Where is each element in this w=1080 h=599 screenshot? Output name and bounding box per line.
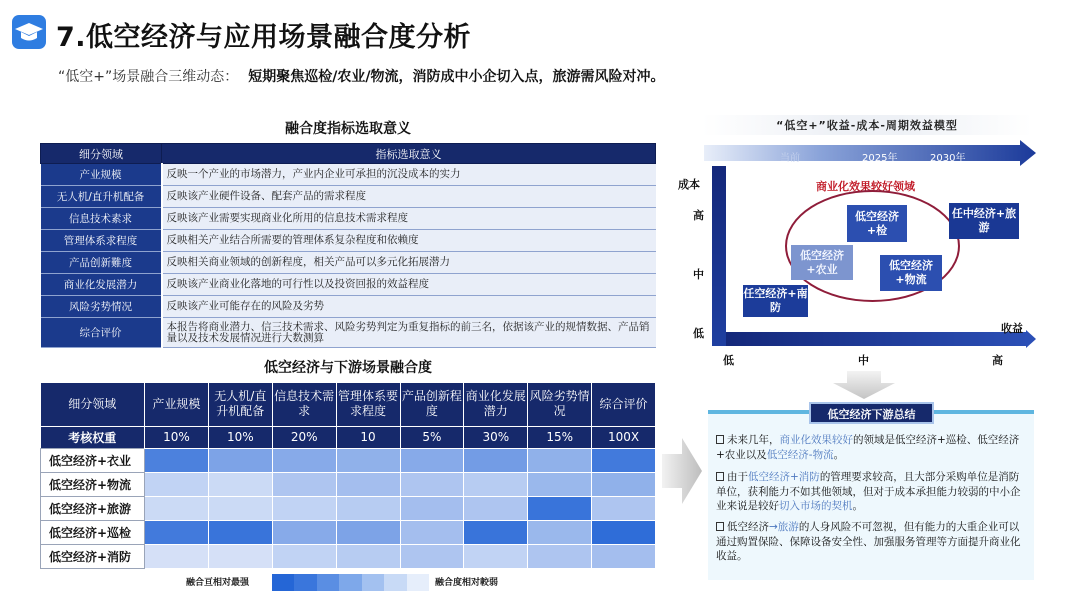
heatmap-cell [464, 496, 528, 520]
row-domain: 商业化发展潜力 [41, 274, 162, 296]
heatmap-cell [464, 472, 528, 496]
y-level-mid: 中 [693, 268, 704, 281]
table-row [41, 318, 656, 348]
timeline-2030: 2030年 [930, 153, 966, 164]
heatmap-cell [592, 520, 656, 544]
heatmap-row [41, 448, 656, 472]
page-title: 7.低空经济与应用场景融合度分析 [56, 22, 472, 53]
scenario-box-tourism: 任中经济+旅游 [949, 203, 1019, 239]
legend-weak-label: 融合度相对較弱 [435, 578, 499, 588]
scenario-box-agriculture: 低空经济+农业 [791, 245, 853, 280]
heatmap-cell [272, 544, 336, 568]
heatmap-cell [400, 448, 464, 472]
heatmap-cell [592, 472, 656, 496]
heatmap-cell [528, 448, 592, 472]
heatmap-header: 综合评价 [592, 383, 656, 426]
heatmap-cell [592, 448, 656, 472]
row-domain: 产业规模 [41, 164, 162, 186]
heatmap-cell [145, 520, 209, 544]
y-axis-name: 成本 [678, 178, 700, 191]
subtitle-emphasis: 短期聚焦巡检/农业/物流，消防成中小企切入点，旅游需风险对冲。 [248, 69, 665, 85]
heatmap-cell [464, 448, 528, 472]
heatmap-header: 无人机/直升机配备 [208, 383, 272, 426]
row-domain: 管理体系求程度 [41, 230, 162, 252]
heatmap-row [41, 544, 656, 568]
heatmap-row-label: 低空经济+巡检 [41, 520, 145, 544]
row-meaning: 反映相关商业领域的创新程度，相关产品可以多元化拓展潜力 [162, 252, 656, 274]
heatmap-cell [400, 544, 464, 568]
table1-header-meaning: 指标选取意义 [162, 144, 656, 164]
weight-value: 30% [464, 426, 528, 448]
scenario-box-logistics: 低空经济+物流 [880, 255, 942, 291]
heatmap-header: 管理体系要求程度 [336, 383, 400, 426]
weight-value: 10% [208, 426, 272, 448]
summary-point-2: 由于低空经济+消防的管理要求较高，且大部分采购单位是消防单位，获利能力不如其他领域，但对于成本承担能力较弱的中小企业来说是较好切入市场的契机。 [716, 471, 1021, 512]
weight-value: 100X [592, 426, 656, 448]
heatmap-cell [336, 448, 400, 472]
heatmap-row-label: 低空经济+旅游 [41, 496, 145, 520]
heatmap-cell [272, 496, 336, 520]
heatmap-row-label: 低空经济+物流 [41, 472, 145, 496]
x-axis-bar [726, 332, 1028, 346]
row-meaning: 反映一个产业的市场潜力，产业内企业可承担的沉没成本的实力 [162, 164, 656, 186]
heatmap-cell [336, 472, 400, 496]
table-row [41, 230, 656, 252]
x-level-high: 高 [992, 354, 1003, 367]
summary-point-3: 低空经济→旅游的人身风险不可忽视，但有能力的大重企业可以通过购置保险、保障设备安全性、加强服务管理等方面提升商业化收益。 [716, 521, 1021, 562]
table2-title: 低空经济与下游场景融合度 [264, 360, 432, 376]
heatmap-header: 细分领域 [41, 383, 145, 426]
table-row [41, 186, 656, 208]
timeline-2025: 2025年 [862, 153, 898, 164]
fusion-heatmap-table [40, 383, 656, 569]
heatmap-row [41, 520, 656, 544]
x-level-low: 低 [723, 354, 734, 367]
heatmap-cell [336, 496, 400, 520]
scenario-box-firefighting: 任空经济+南防 [743, 285, 808, 317]
weight-value: 10 [336, 426, 400, 448]
heatmap-row [41, 472, 656, 496]
table1-header-domain: 细分领域 [41, 144, 162, 164]
row-meaning: 反映该产业硬件设备、配套产品的需求程度 [162, 186, 656, 208]
heatmap-cell [145, 496, 209, 520]
heatmap-cell [272, 448, 336, 472]
heatmap-row [41, 496, 656, 520]
y-axis-bar [712, 166, 726, 346]
heatmap-cell [208, 544, 272, 568]
subtitle-lead: “低空+”场景融合三维动态： [58, 69, 239, 85]
table1-title: 融合度指标选取意义 [285, 121, 411, 137]
heatmap-cell [592, 544, 656, 568]
row-meaning: 反映相关产业结合所需要的管理体系复杂程度和依赖度 [162, 230, 656, 252]
heatmap-header: 信息技术需求 [272, 383, 336, 426]
table-row [41, 252, 656, 274]
checkbox-icon [716, 522, 724, 531]
heatmap-cell [400, 496, 464, 520]
heatmap-row-label: 低空经济+消防 [41, 544, 145, 568]
y-level-low: 低 [693, 327, 704, 340]
row-meaning: 反映该产业可能存在的风险及劣势 [162, 296, 656, 318]
heatmap-cell [208, 472, 272, 496]
weight-value: 5% [400, 426, 464, 448]
heatmap-cell [272, 520, 336, 544]
heatmap-cell [208, 520, 272, 544]
checkbox-icon [716, 472, 724, 481]
heatmap-cell [336, 544, 400, 568]
page-subtitle [58, 66, 664, 86]
logo-icon [12, 15, 46, 49]
heatmap-cell [208, 496, 272, 520]
heatmap-cell [400, 520, 464, 544]
heatmap-cell [528, 472, 592, 496]
heatmap-cell [336, 520, 400, 544]
legend-strong-label: 融合亘相对最强 [186, 578, 250, 588]
heatmap-cell [400, 472, 464, 496]
table-row [41, 208, 656, 230]
heatmap-cell [272, 472, 336, 496]
table-row [41, 296, 656, 318]
y-level-high: 高 [693, 209, 704, 222]
highlight-region-label: 商业化效果较好领域 [816, 180, 915, 193]
heatmap-row-label: 低空经济+衣业 [41, 448, 145, 472]
scenario-box-inspection: 低空经济+检 [847, 205, 907, 242]
heatmap-cell [145, 448, 209, 472]
table-row [41, 274, 656, 296]
heatmap-cell [528, 496, 592, 520]
heatmap-cell [592, 496, 656, 520]
heatmap-header: 产品创新程度 [400, 383, 464, 426]
row-domain: 综合评价 [41, 318, 162, 348]
heatmap-cell [528, 544, 592, 568]
right-arrow-icon [662, 436, 702, 506]
heatmap-cell [208, 448, 272, 472]
heatmap-cell [528, 520, 592, 544]
legend-gradient [272, 574, 429, 591]
x-axis-arrowhead [1026, 330, 1036, 348]
weight-value: 20% [272, 426, 336, 448]
row-meaning: 反映该产业需要实现商业化所用的信息技术需求程度 [162, 208, 656, 230]
row-meaning: 本报告将商业潜力、信三技术需求、风险劣势判定为重复指标的前三名，依据该产业的规情数据、产品销量以及技术发展情况进行大数测算 [162, 318, 656, 348]
x-level-mid: 中 [858, 354, 869, 367]
row-domain: 风险劣势情况 [41, 296, 162, 318]
heatmap-cell [464, 544, 528, 568]
heatmap-cell [464, 520, 528, 544]
heatmap-header: 产业规模 [145, 383, 209, 426]
weight-value: 15% [528, 426, 592, 448]
checkbox-icon [716, 435, 724, 444]
heatmap-cell [145, 544, 209, 568]
timeline-now: 当前 [780, 153, 800, 164]
summary-point-1: 未来几年，商业化效果较好的领域是低空经济+巡检、低空经济+农业以及低空经济-物流。 [716, 434, 1020, 461]
model-title: “低空+”收益-成本-周期效益模型 [702, 115, 1032, 135]
summary-title: 低空经济下游总结 [809, 402, 934, 424]
down-arrow-icon [833, 371, 895, 399]
heatmap-header: 商业化发展潜力 [464, 383, 528, 426]
row-domain: 信息技术素求 [41, 208, 162, 230]
heatmap-header: 风险劣势情况 [528, 383, 592, 426]
weight-value: 10% [145, 426, 209, 448]
table-row [41, 164, 656, 186]
heatmap-cell [145, 472, 209, 496]
row-domain: 无人机/直升机配备 [41, 186, 162, 208]
row-domain: 产品创新難度 [41, 252, 162, 274]
x-axis-name: 收益 [1001, 322, 1023, 335]
weight-label: 考核权重 [41, 426, 145, 448]
indicator-table [40, 143, 656, 348]
row-meaning: 反映该产业商业化落地的可行性以及投资回报的效益程度 [162, 274, 656, 296]
